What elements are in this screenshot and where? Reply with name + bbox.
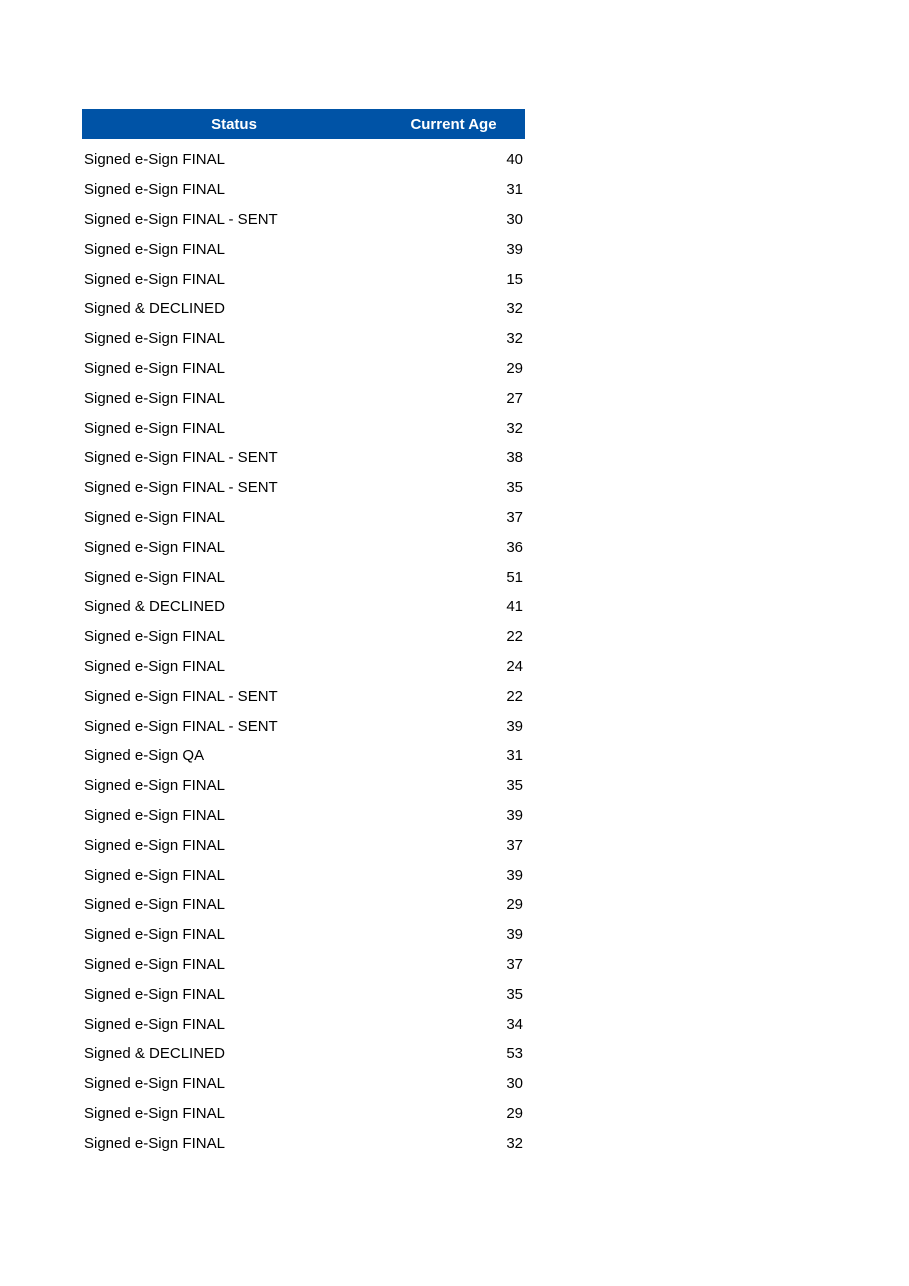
current-age-cell: 38 [506, 449, 523, 467]
table-row [82, 532, 525, 562]
table-row [82, 1039, 525, 1069]
current-age-cell: 30 [506, 210, 523, 228]
current-age-cell: 31 [506, 181, 523, 199]
table-row [82, 294, 525, 324]
status-cell: Signed e-Sign QA [84, 747, 205, 765]
status-cell: Signed e-Sign FINAL [84, 866, 225, 884]
current-age-cell: 29 [506, 1104, 523, 1122]
table-row [82, 1009, 525, 1039]
current-age-cell: 32 [506, 419, 523, 437]
table-row [82, 562, 525, 592]
status-cell: Signed e-Sign FINAL [84, 628, 225, 646]
table-row [82, 979, 525, 1009]
current-age-cell: 35 [506, 985, 523, 1003]
table-row [82, 771, 525, 801]
status-cell: Signed e-Sign FINAL [84, 270, 225, 288]
table-row [82, 890, 525, 920]
table-row [82, 1099, 525, 1129]
table-header [82, 109, 525, 139]
table-row [82, 354, 525, 384]
current-age-cell: 29 [506, 359, 523, 377]
current-age-cell: 39 [506, 806, 523, 824]
status-cell: Signed & DECLINED [84, 598, 225, 616]
current-age-cell: 27 [506, 389, 523, 407]
column-header-status: Status [211, 115, 257, 133]
current-age-cell: 31 [506, 747, 523, 765]
status-cell: Signed e-Sign FINAL [84, 419, 225, 437]
current-age-cell: 37 [506, 955, 523, 973]
status-cell: Signed e-Sign FINAL [84, 1134, 225, 1152]
status-cell: Signed e-Sign FINAL - SENT [84, 210, 278, 228]
status-cell: Signed e-Sign FINAL [84, 1104, 225, 1122]
status-cell: Signed e-Sign FINAL - SENT [84, 687, 278, 705]
table-row [82, 711, 525, 741]
current-age-cell: 39 [506, 717, 523, 735]
status-cell: Signed e-Sign FINAL [84, 657, 225, 675]
column-header-current-age: Current Age [410, 115, 497, 133]
current-age-cell: 41 [506, 598, 523, 616]
status-cell: Signed e-Sign FINAL [84, 955, 225, 973]
current-age-cell: 32 [506, 330, 523, 348]
status-cell: Signed e-Sign FINAL [84, 538, 225, 556]
table-row [82, 324, 525, 354]
table-row [82, 1069, 525, 1099]
status-cell: Signed e-Sign FINAL [84, 389, 225, 407]
current-age-cell: 51 [506, 568, 523, 586]
status-cell: Signed e-Sign FINAL [84, 926, 225, 944]
status-cell: Signed e-Sign FINAL - SENT [84, 449, 278, 467]
status-cell: Signed e-Sign FINAL [84, 777, 225, 795]
status-cell: Signed e-Sign FINAL [84, 836, 225, 854]
current-age-cell: 39 [506, 926, 523, 944]
current-age-cell: 34 [506, 1015, 523, 1033]
current-age-cell: 40 [506, 151, 523, 169]
status-cell: Signed e-Sign FINAL [84, 151, 225, 169]
table-row [82, 681, 525, 711]
status-cell: Signed e-Sign FINAL [84, 508, 225, 526]
status-cell: Signed e-Sign FINAL [84, 1075, 225, 1093]
current-age-cell: 36 [506, 538, 523, 556]
table-row [82, 622, 525, 652]
table-row [82, 473, 525, 503]
current-age-cell: 35 [506, 479, 523, 497]
current-age-cell: 24 [506, 657, 523, 675]
table-row [82, 592, 525, 622]
current-age-cell: 39 [506, 866, 523, 884]
table-row [82, 950, 525, 980]
table-row [82, 741, 525, 771]
table-row [82, 145, 525, 175]
status-cell: Signed e-Sign FINAL [84, 330, 225, 348]
status-cell: Signed e-Sign FINAL [84, 1015, 225, 1033]
status-cell: Signed e-Sign FINAL - SENT [84, 717, 278, 735]
table-body [82, 145, 525, 1158]
status-table [82, 109, 525, 1158]
current-age-cell: 22 [506, 687, 523, 705]
current-age-cell: 30 [506, 1075, 523, 1093]
status-cell: Signed & DECLINED [84, 300, 225, 318]
current-age-cell: 32 [506, 1134, 523, 1152]
current-age-cell: 32 [506, 300, 523, 318]
current-age-cell: 35 [506, 777, 523, 795]
status-cell: Signed e-Sign FINAL [84, 181, 225, 199]
status-cell: Signed e-Sign FINAL [84, 806, 225, 824]
status-cell: Signed e-Sign FINAL [84, 359, 225, 377]
table-row [82, 652, 525, 682]
table-row [82, 801, 525, 831]
current-age-cell: 39 [506, 240, 523, 258]
table-row [82, 383, 525, 413]
table-row [82, 860, 525, 890]
table-row [82, 830, 525, 860]
table-row [82, 503, 525, 533]
table-row [82, 1128, 525, 1158]
status-cell: Signed & DECLINED [84, 1045, 225, 1063]
current-age-cell: 37 [506, 836, 523, 854]
status-cell: Signed e-Sign FINAL [84, 240, 225, 258]
current-age-cell: 37 [506, 508, 523, 526]
current-age-cell: 53 [506, 1045, 523, 1063]
current-age-cell: 22 [506, 628, 523, 646]
table-row [82, 443, 525, 473]
current-age-cell: 29 [506, 896, 523, 914]
table-row [82, 413, 525, 443]
status-cell: Signed e-Sign FINAL [84, 568, 225, 586]
status-cell: Signed e-Sign FINAL - SENT [84, 479, 278, 497]
table-row [82, 175, 525, 205]
current-age-cell: 15 [506, 270, 523, 288]
status-cell: Signed e-Sign FINAL [84, 985, 225, 1003]
table-row [82, 205, 525, 235]
table-row [82, 234, 525, 264]
table-row [82, 264, 525, 294]
table-row [82, 920, 525, 950]
status-cell: Signed e-Sign FINAL [84, 896, 225, 914]
